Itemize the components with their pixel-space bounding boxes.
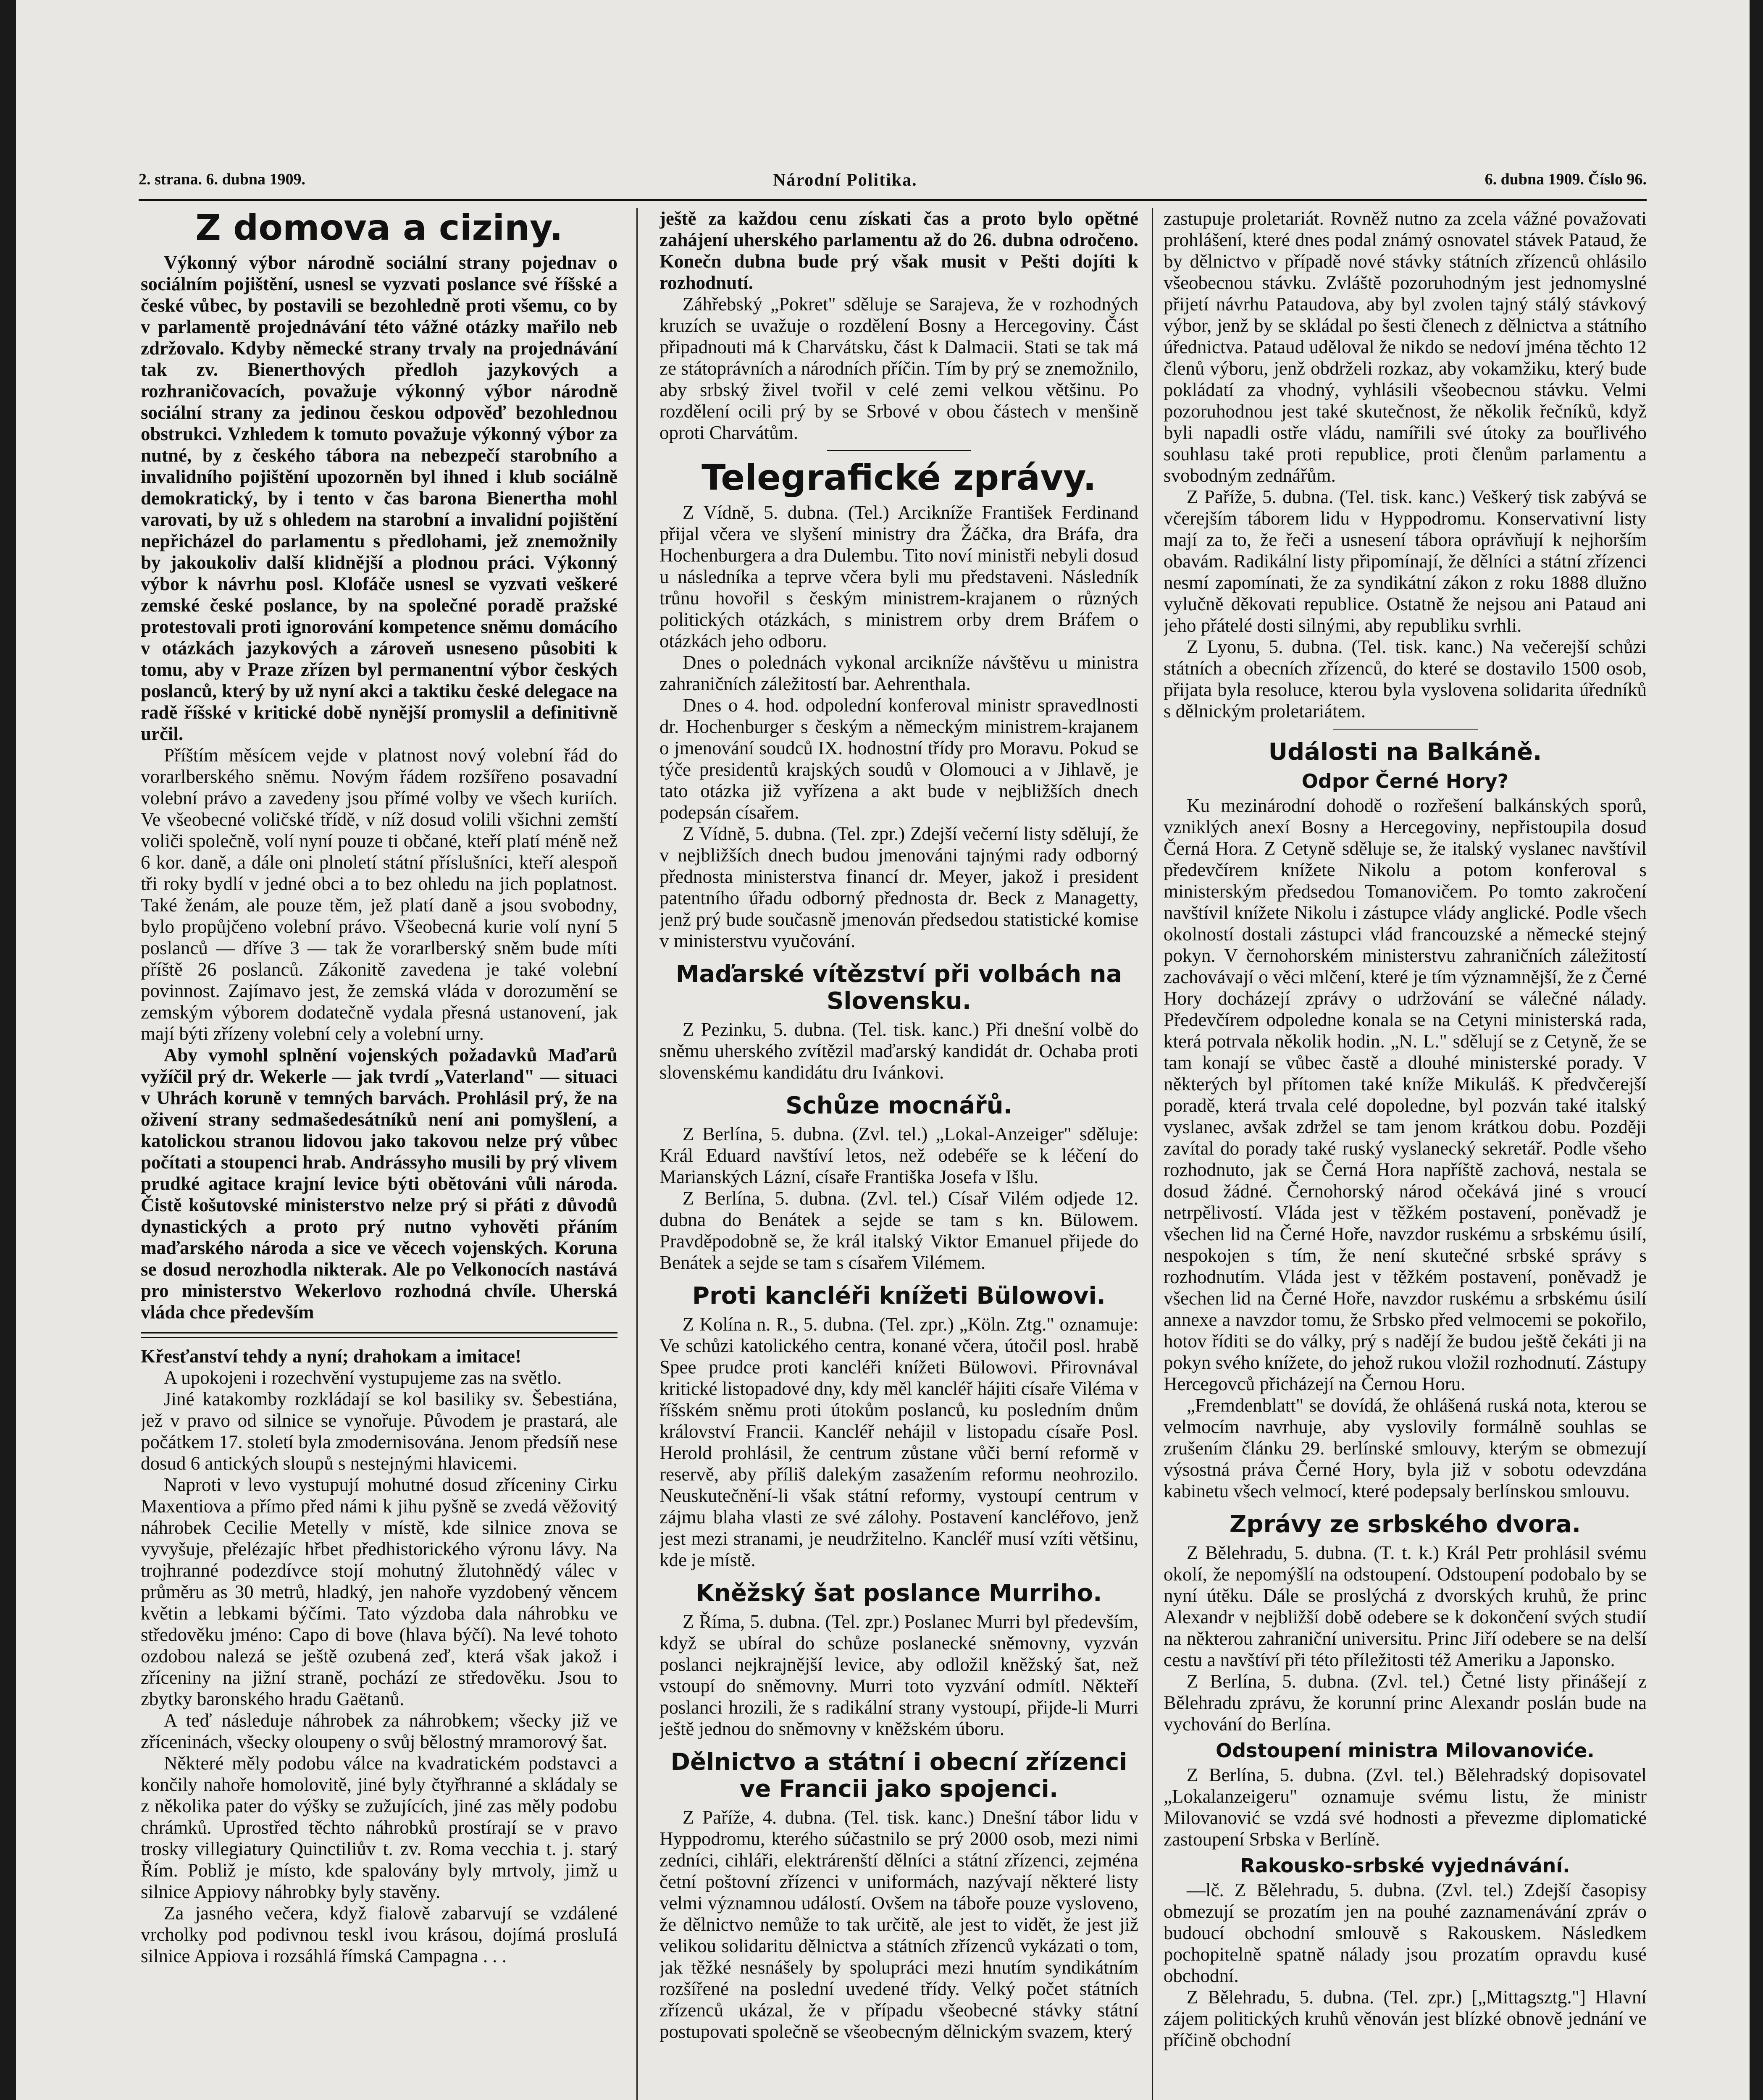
article-heading: Odpor Černé Hory?: [1301, 770, 1509, 793]
column-2: [659, 208, 1138, 2100]
article-paragraph: Z Pezinku, 5. dubna. (Tel. tisk. kanc.) Při dnešní volbě do sněmu uherského zvítězil maďarský kandidát dr. Ochaba proti slovenskému kandidátu dru Ivánkovi.: [659, 1019, 1138, 1083]
column-divider: [636, 208, 638, 2100]
article-paragraph: Výkonný výbor národně sociální strany pojednav o sociálním pojištění, usnesl se vyzvati poslance své říšské a české vůbec, by postavili se bezohledně proti všemu, co by v parlamentě projednávání této vážné otázky mařilo neb zdržovalo. Kdyby německé strany trvaly na projednávání tak zv. Bienerthových předloh jazykových a rozhraničovacích, považuje výkonný výbor národně sociální strany za jedinou českou odpověď bezohlednou obstrukci. Vzhledem k tomuto považuje výkonný výbor za nutné, by z českého tábora na nebezpečí starobního a invalidního pojištění upozorněn byl ihned i klub sociálně demokratický, by i tento v čas barona Bienertha mohl varovati, by už s ohledem na starobní a invalidní pojištění nepřicházel do parlamentu s předlohami, jež znemožnily by jakoukoliv další klidnější a plodnou práci. Výkonný výbor k návrhu posl. Klofáče usnesl se vyzvati veškeré zemské české poslance, by na společné poradě pražské protestovali proti ignorování kompetence sněmu domácího v otázkách jazykových a zároveň usneseno působiti k tomu, aby v Praze zřízen byl permanentní výbor českých poslanců, který by už nyní akci a taktiku české delegace na radě říšské v kritické době nynější promyslil a definitivně určil.: [141, 252, 617, 744]
feuilleton-rule: [141, 1332, 617, 1338]
article-paragraph: Ku mezinárodní dohodě o rozřešení balkánských sporů, vzniklých anexí Bosny a Hercegoviny, nepřistoupila dosud Černá Hora. Z Cetyně sděluje se, že italský vyslanec navštívil předevčírem knížete Nikolu a potom konferoval s ministerským předsedou Tomanovičem. Po tomto zakročení navštívil knížete Nikolu i zástupce vlády anglické. Podle všech okolností dostali zástupci vlád francouzské a německé stejný pokyn. V černohorském ministerstvu zahraničních záležitostí zachovávají o věci mlčení, které je tím významnější, že z Černé Hory docházejí zprávy o udržování se válečné nálady. Předevčírem odpoledne konala se na Cetyni ministerská rada, která potrvala několik hodin. „N. L." sdělují se z Cetyně, že se tam konají se vůbec častě a dlouhé ministerské porady. V některých byl přítomen také kníže Mikuláš. K předvčerejší poradě, která trvala celé dopoledne, byl pozván také italský vyslanec, avšak zdržel se tam jenom krátkou dobu. Později zavítal do porady také ruský vyslanecký sekretář. Podle všeho rozhodnuto, jak se Černá Hora napříště zachová, nestala se dosud žádné. Černohorský národ očekává jiné s vroucí netrpělivostí. Vláda jest v těžkém postavení, poněvadž je všechen lid na Černé Hoře, navzdor ruskému a srbskému úsilí, nespokojen s tím, že není skutečné srbské správy s rozhodnutím. Vláda jest v těžkém postavení, poněvadž je všechen lid na Černé Hoře, navzdor ruskému a srbskému úsilí annexe a navzdor tomu, že Srbsko před velmocemi se pokořilo, hotov říditi se do války, prý s nadějí že budou ještě čekáti ji na pokyn svého knížete, do jehož rukou vložil rozhodnutí. Zástupy Hercegovců přicházejí na Černou Horu.: [1164, 795, 1647, 1394]
article-heading: Proti kancléři knížeti Bülowovi.: [692, 1282, 1106, 1310]
article-paragraph: Aby vymohl splnění vojenských požadavků Maďarů vyžíčil prý dr. Wekerle — jak tvrdí „Vaterland" — situaci v Uhrách koruně v temných barvách. Prohlásil prý, že na oživení strany sedmašedesátníků není ani pomyšlení, a katolickou stranou lidovou jako takovou nelze prý vůbec počítati a stoupenci hrab. Andrássyho musili by prý vlivem prudké agitace krajní levice býti obětováni vůli národa. Čistě košutovské ministerstvo nelze prý si přáti z důvodů dynastických a proto prý nutno vyhověti přáním maďarského národa a sice ve věcech vojenských. Koruna se dosud nerozhodla nikterak. Ale po Velkonocích nastává pro ministerstvo Wekerlovo rozhodná chvíle. Uherská vláda chce především: [141, 1045, 617, 1323]
article-heading: Kněžský šat poslance Murriho.: [696, 1580, 1102, 1607]
article-paragraph: Z Berlína, 5. dubna. (Zvl. tel.) Bělehradský dopisovatel „Lokalanzeigeru" oznamuje svému listu, že ministr Milovanović se vzdá své hodnosti a převezme diplomatické zastoupení Srbska v Berlíně.: [1164, 1764, 1647, 1850]
column-3: [1164, 208, 1647, 2100]
article-paragraph: Z Bělehradu, 5. dubna. (Tel. zpr.) [„Mittagsztg."] Hlavní zájem politických kruhů věnován jest blízké obnově jednání ve příčině obchodní: [1164, 1987, 1647, 2050]
article-paragraph: zastupuje proletariát. Rovněž nutno za zcela vážné považovati prohlášení, které dnes podal známý osnovatel stávek Pataud, že by dělnictvo v případě nové stávky státních zřízenců ohlásilo všeobecnou stávku. Zvláště pozoruhodným jest jednomyslné přijetí návrhu Pataudova, aby byl zvolen tajný stálý stávkový výbor, jenž by se skládal po šesti členech z dělnictva a státního úřednictva. Pataud uděloval že nikdo se nedoví jména těchto 12 členů výboru, jenž obdrželi rozkaz, aby vokamžiku, který bude pokládatí za vhodný, vyhlásili všeobecnou stávku. Velmi pozoruhodnou jest také skutečnost, že několik řečníků, když byli napadli ostře vládu, namířili své útoky za bouřlivého souhlasu také proti republice, proti členům parlamentu a svobodným zednářům.: [1164, 208, 1647, 486]
article-paragraph: Z Berlína, 5. dubna. (Zvl. tel.) „Lokal-Anzeiger" sděluje: Král Eduard navštíví letos, než odebéře se k léčení do Marianských Lázní, císaře Františka Josefa v Išlu.: [659, 1124, 1138, 1187]
article-paragraph: Z Říma, 5. dubna. (Tel. zpr.) Poslanec Murri byl především, když se ubíral do schůze poslanecké sněmovny, vyzván poslanci nejkrajnější levice, aby odložil kněžský šat, než vstoupí do sněmovny. Murri toto vyzvání odmítl. Někteří poslanci hrozili, že s radikální strany vystoupí, přijde-li Murri ještě jednou do sněmovny v kněžském úboru.: [659, 1611, 1138, 1739]
article-heading: Maďarské vítězství při volbách na Slovensku.: [675, 961, 1122, 1015]
feuilleton-paragraph: Naproti v levo vystupují mohutné dosud zříceniny Cirku Maxentiova a přímo před námi k jihu pyšně se zvedá věžovitý náhrobek Cecilie Metelly v místě, kde silnice znova se vyvyšuje, přelézajíc hřbet předhistorického výronu lávy. Na trojhranné podezdívce stojí mohutný žlutohnědý válec v průměru as 30 metrů, hladký, jen nahoře vyzdobený věncem květin a lebkami býčími. Tato výzdoba dala náhrobku ve středověku jméno: Capo di bove (hlava býčí). Na levé tohoto ozdobou nalezá se ještě ozubená zeď, která však jakož i zříceniny na jižní straně, pochází ze středověku. Jsou to zbytky baronského hradu Gaëtanů.: [141, 1474, 617, 1709]
article-paragraph: —lč. Z Bělehradu, 5. dubna. (Zvl. tel.) Zdejší časopisy obmezují se prozatím jen na pouhé zaznamenávání zpráv o budoucí obchodní smlouvě s Rakouskem. Následkem pochopitelně spatně nálady jsou prozatím opravdu kusé obchodní.: [1164, 1880, 1647, 1986]
article-paragraph: Z Bělehradu, 5. dubna. (T. t. k.) Král Petr prohlásil svému okolí, že nepomýšlí na odstoupení. Odstoupení podobalo by se nyní útěku. Dále se proslýchá z dvorských kruhů, že princ Alexandr v nejbližší době odebere se k dokončení svých studií na některou zahraniční universitu. Princ Jiří odebere se na delší cestu a navštíví při této příležitosti též Ameriku a Japonsko.: [1164, 1542, 1647, 1670]
header-masthead: Národní Politika.: [773, 171, 917, 190]
column-1: [141, 208, 617, 2100]
section-rule: [827, 450, 971, 451]
article-paragraph: Z Vídně, 5. dubna. (Tel.) Arcikníže František Ferdinand přijal včera ve slyšení ministry dra Žáčka, dra Bráfa, dra Hochenburgera a dra Dulembu. Tito noví ministři nebyli dosud u následníka a teprve včera byli mu představeni. Následník trůnu hovořil s českým ministrem-krajanem o různých politických otázkách, s ministrem orby drem Bráfem o otázkách jeho odboru.: [659, 502, 1138, 651]
article-paragraph: Z Vídně, 5. dubna. (Tel. zpr.) Zdejší večerní listy sdělují, že v nejbližších dnech budou jmenováni tajnými rady odborný přednosta ministerstva financí dr. Meyer, jakož i president patentního úřadu odborný přednosta dr. Beck z Managetty, jenž prý bude současně jmenován předsedou statistické komise v ministerstvu vyučování.: [659, 823, 1138, 951]
article-paragraph: Dnes o 4. hod. odpolední konferoval ministr spravedlnosti dr. Hochenburger s českým a německým ministrem-krajanem o jmenování soudců IX. hodnostní třídy pro Moravu. Pokud se týče presidentů krajských soudů v Olomouci a v Jihlavě, je tato otázka již vyřízena a akt bude v nejbližších dnech podepsán císařem.: [659, 695, 1138, 823]
article-paragraph: Z Paříže, 5. dubna. (Tel. tisk. kanc.) Veškerý tisk zabývá se včerejším táborem lidu v Hyppodromu. Konservativní listy mají za to, že řeči a usnesení tábora oprávňují k nejhorším obavám. Radikální listy připomínají, že dělníci a státní zřízenci nesmí zapomínati, že za syndikátní zákon z roku 1888 dlužno vylučně děkovati republice. Ostatně že nejsou ani Pataud ani jeho přátelé dosti silnými, aby republiku svrhli.: [1164, 486, 1647, 636]
article-heading: Odstoupení ministra Milovanoviće.: [1216, 1739, 1595, 1762]
article-heading: Schůze mocnářů.: [786, 1092, 1012, 1119]
article-heading: Dělnictvo a státní i obecní zřízenci ve Francii jako spojenci.: [670, 1748, 1127, 1803]
column-divider: [1152, 208, 1153, 2100]
article-paragraph: Z Kolína n. R., 5. dubna. (Tel. zpr.) „Köln. Ztg." oznamuje: Ve schůzi katolického centra, konané včera, útočil posl. hrabě Spee prudce proti kancléři knížeti Bülowovi. Přirovnával kritické listopadové dny, kdy měl kancléř hájiti císaře Viléma v říšském sněmu proti útokům poslanců, ku posledním dnům království Francii. Kancléř nehájil v listopadu císaře Posl. Herold prohlásil, že centrum zůstane vůči berní reformě v reservě, aby příliš dalekým zasažením reformu neohrozilo. Neuskutečnění-li však státní reformy, vystoupí centrum v zájmu blaha vlasti ze své zálohy. Postavení kancléřovo, jenž jest mezi stranami, je neudržitelno. Kancléř musí vzíti většinu, kde je místě.: [659, 1314, 1138, 1570]
header-issue-number: 6. dubna 1909. Číslo 96.: [1484, 171, 1647, 188]
feuilleton-lead: Křesťanství tehdy a nyní; drahokam a imitace!: [141, 1346, 521, 1367]
header-rule: [139, 199, 1647, 201]
article-heading: Zprávy ze srbského dvora.: [1229, 1511, 1581, 1538]
feuilleton-paragraph: Některé měly podobu válce na kvadratickém podstavci a končily nahoře homolovitě, jiné byly čtyřhranné a skládaly se z několika pater do výšky se zužujících, jiné zas měly podobu chrámků. Uprostřed těchto náhrobků prostírají se v pravo trosky villegiatury Quinctiliův t. zv. Roma vecchia t. j. starý Řím. Pobliž je místo, kde spalovány byly mrtvoly, jimž u silnice Appiovy náhrobky byly stavěny.: [141, 1753, 617, 1902]
article-paragraph: Dnes o polednách vykonal arcikníže návštěvu u ministra zahraničních záležitostí bar. Aehrenthala.: [659, 652, 1138, 694]
article-paragraph: Z Berlína, 5. dubna. (Zvl. tel.) Císař Vilém odjede 12. dubna do Benátek a sejde se tam s kn. Bülowem. Pravděpodobně se, že král italský Viktor Emanuel přijede do Benátek a sejde se tam s císařem Vilémem.: [659, 1188, 1138, 1273]
page-header: [139, 170, 1647, 200]
section-title: Telegrafické zprávy.: [702, 457, 1096, 498]
section-title: Události na Balkáně.: [1268, 738, 1542, 766]
article-heading: Rakousko-srbské vyjednávání.: [1240, 1854, 1570, 1877]
section-title: Z domova a ciziny.: [195, 208, 563, 248]
scan-border-left: [0, 0, 16, 2100]
header-page-date: 2. strana. 6. dubna 1909.: [139, 171, 305, 188]
article-paragraph: Z Berlína, 5. dubna. (Zvl. tel.) Četné listy přinášejí z Bělehradu zprávu, že korunní princ Alexandr poslán bude na vychování do Berlína.: [1164, 1671, 1647, 1735]
article-paragraph: Z Paříže, 4. dubna. (Tel. tisk. kanc.) Dnešní tábor lidu v Hyppodromu, kterého súčastnilo se prý 2000 osob, mezi nimi zedníci, cihláři, elektrárenští dělníci a státní zřízenci, zejména četní poštovní zřízenci v uniformách, nazývají některé listy velmi významnou událostí. Ovšem na táboře pouze vysloveno, že dělnictvo nemůže to tak určitě, ale jest to vidět, že jest již velikou solidaritu dělnictva a státních zřízenců vykázati o tom, jak těžké nesnášely by spolupráci mezi hnutím syndikátním rozšířené na poslední uvedené třídy. Velký počet státních zřízenců ukázal, že v případu všeobecné stávky státní postupovati společně se všeobecným dělnickým svazem, který: [659, 1807, 1138, 2042]
feuilleton-paragraph: A upokojeni i rozechvění vystupujeme zas na světlo.: [164, 1367, 562, 1388]
feuilleton-paragraph: Za jasného večera, když fialově zabarvují se vzdálené vrcholky pod podivnou teskl ivou krásou, dojímá prosluIá silnice Appiova i rozsáhlá římská Campagna . . .: [141, 1903, 617, 1966]
article-paragraph: „Fremdenblatt" se dovídá, že ohlášená ruská nota, kterou se velmocím navrhuje, aby vyslovily formálně souhlas se zrušením článku 29. berlínské smlouvy, kterým se obmezují výsostná práva Černé Hory, byla již v sobotu odevzdána kabinetu všech velmocí, které podepsaly berlínskou smlouvu.: [1164, 1395, 1647, 1502]
section-rule: [1333, 729, 1478, 730]
article-paragraph: Příštím měsícem vejde v platnost nový volební řád do vorarlberského sněmu. Novým řádem rozšířeno posavadní volební právo a zavedeny jsou přímé volby ve všech kuriích. Ve všeobecné voličské třídě, v níž dosud volili všichni zemští voliči společně, volí nyní pouze ti občané, kteří platí méně než 6 kor. daně, a dále oni plnoletí státní příslušníci, kteří alespoň tři roky bydlí v jedné obci a to bez ohledu na jich poplatnost. Také ženám, ale pouze těm, jež platí daně a jsou svobodny, bylo propůjčeno volební právo. Všeobecná kurie volí nyní 5 poslanců — dříve 3 — tak že vorarlberský sněm bude míti příště 26 poslanců. Zákonitě zavedena je také volební povinnost. Zajímavo jest, že zemská vláda v dorozumění se zemským výborem dodatečně vydala přesná ustanovení, jak mají býti zřízeny volební cely a volební urny.: [141, 745, 617, 1044]
article-paragraph: Z Lyonu, 5. dubna. (Tel. tisk. kanc.) Na večerejší schůzi státních a obecních zřízenců, do které se dostavilo 1500 osob, přijata byla resoluce, kterou byla vyslovena solidarita úředníků s dělnickým proletariátem.: [1164, 636, 1647, 722]
article-paragraph: Záhřebský „Pokret" sděluje se Sarajeva, že v rozhodných kruzích se uvažuje o rozdělení Bosny a Hercegoviny. Část připadnouti má k Charvátsku, část k Dalmacii. Stati se tak má ze státoprávních a národních příčin. Tím by prý se znemožnilo, aby srbský živel tvořil v celé zemi velkou většinu. Po rozdělení ocili prý by se Srbové v obou částech v menšině oproti Charvátům.: [659, 294, 1138, 443]
feuilleton-paragraph: A teď následuje náhrobek za náhrobkem; všecky již ve zříceninách, všecky oloupeny o svůj bělostný mramorový šat.: [141, 1710, 617, 1752]
scan-border-right: [1750, 0, 1763, 2100]
feuilleton-paragraph: Jiné katakomby rozkládají se kol basiliky sv. Šebestiána, jež v pravo od silnice se vynořuje. Původem je prastará, ale počátkem 17. století byla zmodernisována. Jenom předsíň nese dosud 6 antických sloupů s nestejnými hlavicemi.: [141, 1389, 617, 1474]
article-paragraph: ještě za každou cenu získati čas a proto bylo opětné zahájení uherského parlamentu až do 26. dubna odročeno. Konečn dubna bude prý však musit v Pešti dojíti k rozhodnutí.: [659, 208, 1138, 293]
